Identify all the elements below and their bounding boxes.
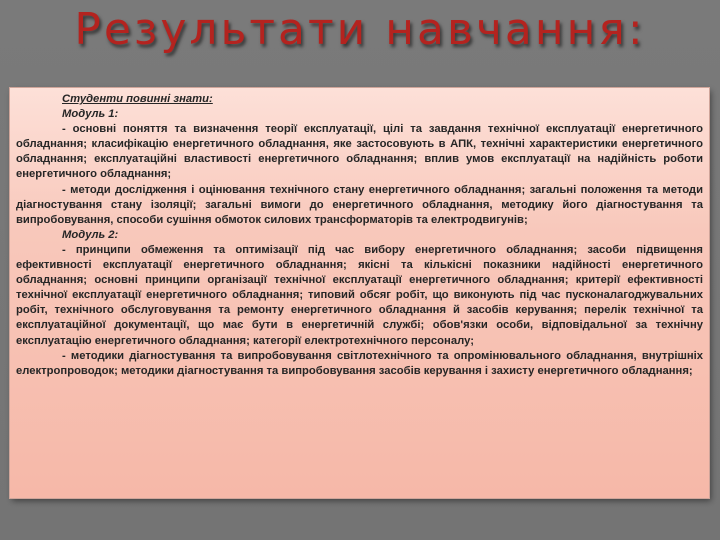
module-1-item: - методи дослідження і оцінювання технічного стану енергетичного обладнання; загальні положення та методи діагностування стану ізоляції; загальні вимоги до енергетичного обладнання, методику його діагностування та випробовування, способи сушіння обмоток силових трансформаторів та електродвигунів; (16, 183, 703, 226)
module-2-item: - принципи обмеження та оптимізації під час вибору енергетичного обладнання; засоби підвищення ефективності експлуатації енергетичного обладнання; якісні та кількісні показники надійності енергетичного обладнання; основні принципи організації технічної експлуатації енергетичного обладнання; критерії ефективності технічної експлуатації енергетичного обладнання; типовий обсяг робіт, що виконують під час пусконалагоджувальних робіт, технічного обслуговування та ремонту енергетичного обладнання й засобів керування; перелік технічної та експлуатаційної документації, що має бути в енергетичній службі; обов'язки особи, відповідальної за технічну експлуатацію енергетичного обладнання; категорії електротехнічного персоналу; (16, 243, 703, 347)
content-box (10, 88, 709, 498)
slide-title: Результати навчання: (74, 4, 646, 55)
module-1-item: - основні поняття та визначення теорії експлуатації, цілі та завдання технічної експлуатації енергетичного обладнання; класифікацію енергетичного обладнання, яке застосовують в АПК, технічні характеристики енергетичного обладнання; експлуатаційні властивості енергетичного обладнання; вплив умов експлуатації на надійність роботи енергетичного обладнання; (16, 123, 703, 181)
module-2-label: Модуль 2: (62, 228, 119, 241)
module-2-item: - методики діагностування та випробовування світлотехнічного та опромінювального обладнання, внутрішніх електропроводок; методики діагностування та випробовування засобів керування і захисту енергетичного обладнання; (16, 349, 703, 377)
section-heading: Студенти повинні знати: (62, 93, 213, 105)
module-1-label: Модуль 1: (62, 108, 119, 121)
